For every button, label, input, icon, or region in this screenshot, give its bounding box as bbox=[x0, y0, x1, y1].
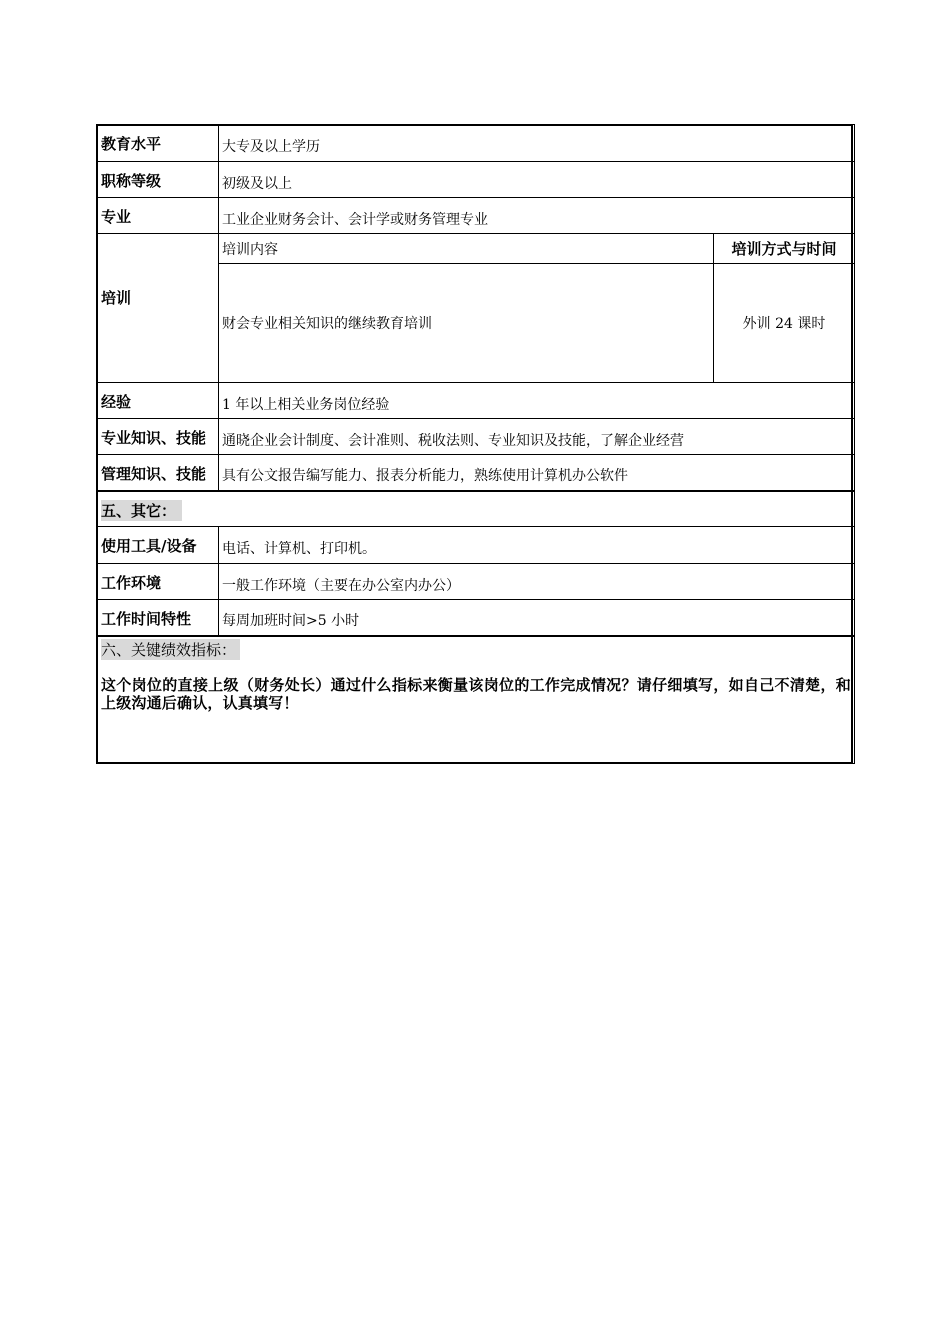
training-method: 外训 24 课时 bbox=[714, 264, 855, 383]
section5-title: 五、其它： bbox=[101, 500, 182, 521]
environment-label: 工作环境 bbox=[98, 564, 219, 600]
experience-row bbox=[98, 383, 855, 419]
work-time-label: 工作时间特性 bbox=[98, 600, 219, 636]
management-skills-value: 具有公文报告编写能力、报表分析能力，熟练使用计算机办公软件 bbox=[219, 455, 855, 491]
environment-value: 一般工作环境（主要在办公室内办公） bbox=[219, 564, 855, 600]
section5-header-cell bbox=[98, 491, 855, 527]
section6-text: 这个岗位的直接上级（财务处长）通过什么指标来衡量该岗位的工作完成情况？请仔细填写，如自己不清楚，和上级沟通后确认，认真填写！ bbox=[101, 675, 851, 712]
section6-row bbox=[98, 636, 855, 764]
environment-row bbox=[98, 564, 855, 600]
section6-title: 六、关键绩效指标： bbox=[101, 639, 240, 660]
section5-header-row bbox=[98, 491, 855, 527]
experience-value: 1 年以上相关业务岗位经验 bbox=[219, 383, 855, 419]
education-value: 大专及以上学历 bbox=[219, 125, 855, 162]
title-level-row bbox=[98, 162, 855, 198]
training-content: 财会专业相关知识的继续教育培训 bbox=[219, 264, 714, 383]
job-description-table bbox=[97, 124, 855, 764]
tools-value: 电话、计算机、打印机。 bbox=[219, 527, 855, 564]
education-row bbox=[98, 125, 855, 162]
training-content-header: 培训内容 bbox=[219, 234, 714, 264]
major-label: 专业 bbox=[98, 198, 219, 234]
tools-row bbox=[98, 527, 855, 564]
training-label: 培训 bbox=[98, 234, 219, 383]
professional-skills-value: 通晓企业会计制度、会计准则、税收法则、专业知识及技能，了解企业经营 bbox=[219, 419, 855, 455]
tools-label: 使用工具/设备 bbox=[98, 527, 219, 564]
major-row bbox=[98, 198, 855, 234]
work-time-value: 每周加班时间>5 小时 bbox=[219, 600, 855, 636]
professional-skills-row bbox=[98, 419, 855, 455]
title-level-value: 初级及以上 bbox=[219, 162, 855, 198]
management-skills-label: 管理知识、技能 bbox=[98, 455, 219, 491]
major-value: 工业企业财务会计、会计学或财务管理专业 bbox=[219, 198, 855, 234]
training-method-header: 培训方式与时间 bbox=[714, 234, 855, 264]
management-skills-row bbox=[98, 455, 855, 491]
work-time-row bbox=[98, 600, 855, 636]
section6-cell bbox=[98, 636, 855, 764]
education-label: 教育水平 bbox=[98, 125, 219, 162]
experience-label: 经验 bbox=[98, 383, 219, 419]
professional-skills-label: 专业知识、技能 bbox=[98, 419, 219, 455]
training-header-row bbox=[98, 234, 855, 264]
title-level-label: 职称等级 bbox=[98, 162, 219, 198]
